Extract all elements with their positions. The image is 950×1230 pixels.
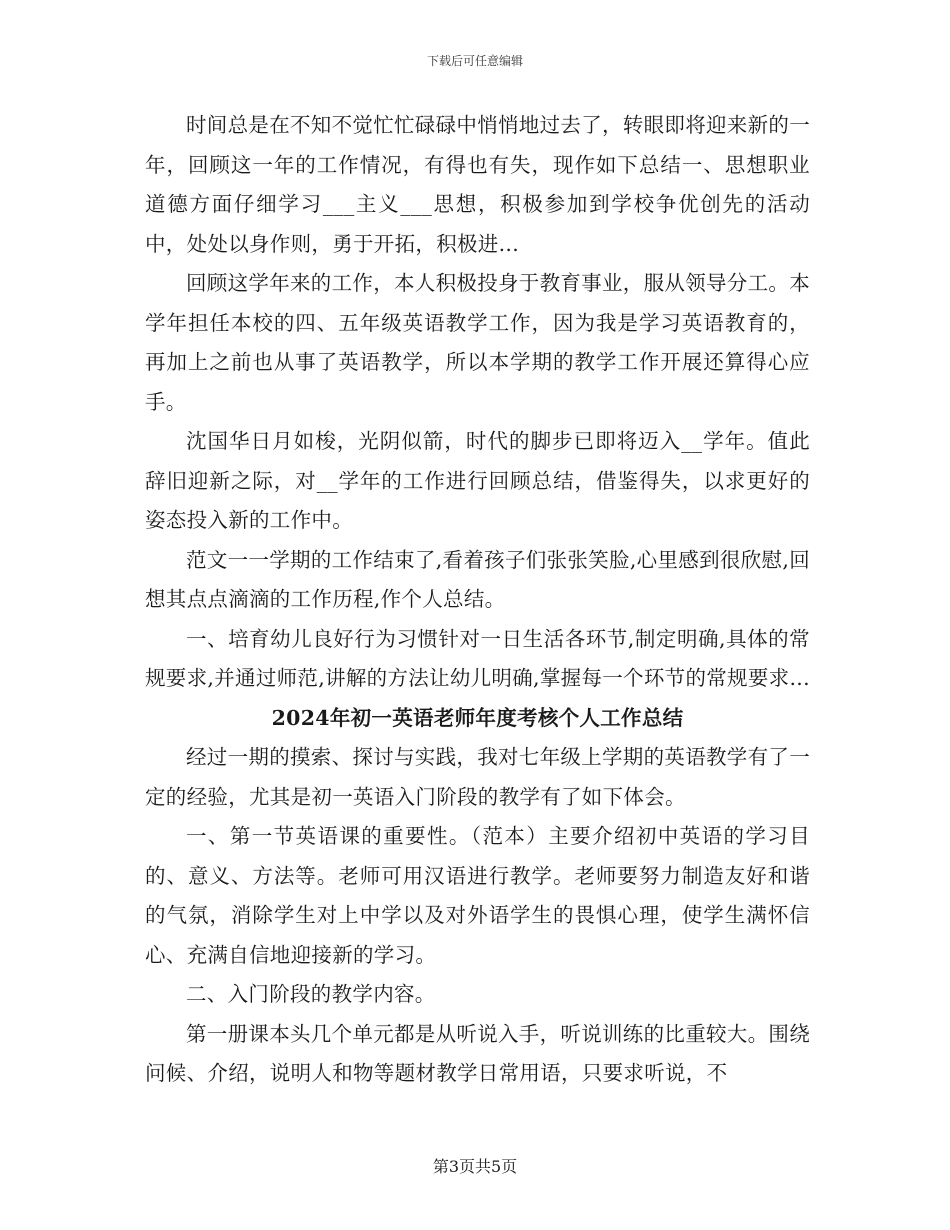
document-body <box>145 106 810 1094</box>
paragraph-3: 沈国华日月如梭，光阴似箭，时代的脚步已即将迈入__学年。值此辞旧迎新之际，对__学年的工作进行回顾总结，借鉴得失，以求更好的姿态投入新的工作中。 <box>145 429 810 532</box>
paragraph-4: 范文一一学期的工作结束了,看着孩子们张张笑脸,心里感到很欣慰,回想其点点滴滴的工作历程,作个人总结。 <box>145 547 810 611</box>
paragraph-7: 一、第一节英语课的重要性。（范本）主要介绍初中英语的学习目的、意义、方法等。老师可用汉语进行教学。老师要努力制造友好和谐的气氛，消除学生对上中学以及对外语学生的畏惧心理，使学生满怀信心、充满自信地迎接新的学习。 <box>145 824 810 967</box>
paragraph-5: 一、培育幼儿良好行为习惯针对一日生活各环节,制定明确,具体的常规要求,并通过师范,讲解的方法让幼儿明确,掌握每一个环节的常规要求... <box>145 626 810 690</box>
paragraph-8: 二、入门阶段的教学内容。 <box>186 982 436 1006</box>
document-title: 2024年初一英语老师年度考核个人工作总结 <box>271 705 684 730</box>
page-header-note: 下载后可任意编辑 <box>426 54 523 68</box>
paragraph-2: 回顾这学年来的工作，本人积极投身于教育事业，服从领导分工。本学年担任本校的四、五年级英语教学工作，因为我是学习英语教育的，再加上之前也从事了英语教学，所以本学期的教学工作开展还算得心应手。 <box>145 271 810 414</box>
paragraph-6: 经过一期的摸索、探讨与实践，我对七年级上学期的英语教学有了一定的经验，尤其是初一英语入门阶段的教学有了如下体会。 <box>145 745 810 809</box>
page-number: 第3页共5页 <box>432 1157 518 1176</box>
paragraph-1: 时间总是在不知不觉忙忙碌碌中悄悄地过去了，转眼即将迎来新的一年，回顾这一年的工作情况，有得也有失，现作如下总结一、思想职业道德方面仔细学习___主义___思想，积极参加到学校争优创先的活动中，处处以身作则，勇于开拓，积极进... <box>145 113 810 256</box>
paragraph-9: 第一册课本头几个单元都是从听说入手，听说训练的比重较大。围绕问候、介绍，说明人和物等题材教学日常用语，只要求听说，不 <box>145 1021 810 1085</box>
